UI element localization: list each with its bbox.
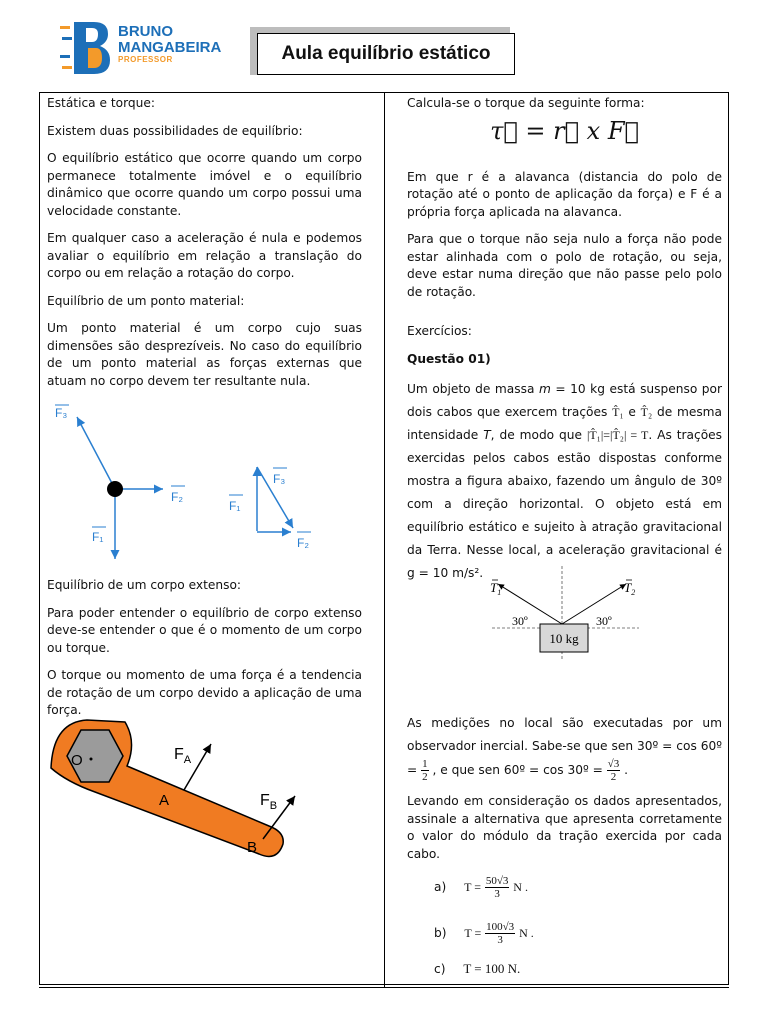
left-p3: O equilíbrio estático que ocorre quando um corpo permanece totalmente imóvel e o equilíbrio dinâmico que ocorre quando um corpo possui uma velocidade constante. (47, 151, 362, 218)
left-p7: Equilíbrio de um corpo extenso: (47, 578, 242, 592)
label-f2-tri: F₂ (297, 536, 309, 550)
label-f1: F₁ (92, 530, 104, 544)
mass-label: 10 kg (549, 631, 579, 646)
logo-line3: PROFESSOR (118, 55, 173, 64)
label-f3: F₃ (55, 406, 68, 420)
trig-values: As medições no local são executadas por um observador inercial. Sabe-se que sen 30º = cos 60º = $\frac{1}{2}$ , e que sen 60º = cos 30º = $\frac{√3}{2}$ . (407, 716, 722, 783)
frac-sqrt3-half: $\frac{√3}{2}$ (607, 758, 620, 783)
angle-left: 30º (512, 614, 528, 628)
logo-text (118, 24, 221, 64)
label-o: O (71, 752, 83, 769)
left-p4: Em qualquer caso a aceleração é nula e podemos avaliar o equilíbrio em relação a translação do corpo ou em relação a rotação do corpo. (47, 231, 362, 280)
option-c-letter: c) (434, 962, 446, 976)
option-b[interactable]: b) T = $\frac{100√3}{3}$ N . (434, 921, 534, 946)
left-p1: Estática e torque: (47, 96, 155, 110)
logo-line1: BRUNO (118, 23, 173, 40)
angle-right: 30º (596, 614, 612, 628)
label-t2: $T_2$ (624, 580, 636, 597)
exercise-section (407, 323, 722, 585)
label-f3-tri: F₃ (273, 472, 286, 486)
column-divider (384, 92, 385, 987)
option-b-letter: b) (434, 926, 447, 940)
question-text: Um objeto de massa m = 10 kg está suspenso por dois cabos que exercem trações T̂₁ e T̂₂ de mesma intensidade T, de modo que |T̂₁|=|T̂₂| = T. As trações exercidas pelos cabos estão dispostas conforme mostra a figura abaixo, fazendo um ângulo de 30º com a direção horizontal. O objeto está em equilíbrio estático e sujeito à atração gravitacional da Terra. Nesse local, a aceleração gravitacional é g = 10 m/s². (407, 382, 723, 580)
left-p2: Existem duas possibilidades de equilíbrio: (47, 123, 303, 138)
option-c[interactable]: c) T = 100 N. (434, 961, 521, 976)
label-f2: F₂ (171, 490, 183, 504)
page-title: Aula equilíbrio estático (257, 33, 515, 75)
left-p9: O torque ou momento de uma força é a tendencia de rotação de um corpo devido a aplicação de uma força. (47, 668, 362, 717)
left-p5: Equilíbrio de um ponto material: (47, 293, 245, 308)
question-heading: Questão 01) (407, 351, 491, 366)
label-f1-tri: F₁ (229, 499, 241, 513)
option-a-fraction: $\frac{50√3}{3}$ (485, 875, 509, 900)
force-diagram (47, 395, 357, 570)
label-t1: $T_1$ (490, 580, 502, 597)
option-b-fraction: $\frac{100√3}{3}$ (486, 921, 515, 946)
label-fa: $F_A$ (174, 746, 192, 766)
question-continued (407, 712, 722, 873)
frac-half: $\frac{1}{2}$ (422, 758, 428, 783)
right-p5: Levando em consideração os dados apresentados, assinale a alternativa que apresenta corretamente o valor do módulo da tração exercida por cada cabo. (407, 794, 722, 861)
frame-double-line (39, 987, 729, 988)
option-a[interactable]: a) T = $\frac{50√3}{3}$ N . (434, 875, 528, 900)
right-p3: Para que o torque não seja nulo a força não pode estar alinhada com o polo de rotação, ou seja, deve estar numa direção que não passe pelo polo de rotação. (407, 232, 722, 299)
right-p1: Calcula-se o torque da seguinte forma: (407, 96, 645, 110)
wrench-diagram (47, 712, 357, 872)
tension-diagram (484, 566, 644, 666)
left-p8: Para poder entender o equilíbrio de corpo extenso deve-se entender o que é o momento de um corpo ou torque. (47, 605, 362, 655)
left-column (47, 95, 362, 400)
right-column (407, 95, 722, 311)
torque-formula: τ⃗ = r⃗ x F⃗ (490, 116, 639, 145)
left-p6: Um ponto material é um corpo cujo suas dimensões são desprezíveis. No caso do equilíbrio de um ponto material as forças externas que atuam no corpo devem ter resultante nula. (47, 321, 362, 388)
label-a: A (159, 792, 170, 809)
label-fb: $F_B$ (260, 792, 278, 812)
logo-line2: MANGABEIRA (118, 39, 222, 56)
label-b: B (247, 839, 258, 856)
right-p2: Em que r é a alavanca (distancia do polo de rotação até o ponto de aplicação da força) e F é a própria força aplicada na alavanca. (407, 169, 722, 219)
left-column-lower (47, 577, 362, 730)
exercises-heading: Exercícios: (407, 324, 472, 338)
option-a-letter: a) (434, 880, 447, 894)
